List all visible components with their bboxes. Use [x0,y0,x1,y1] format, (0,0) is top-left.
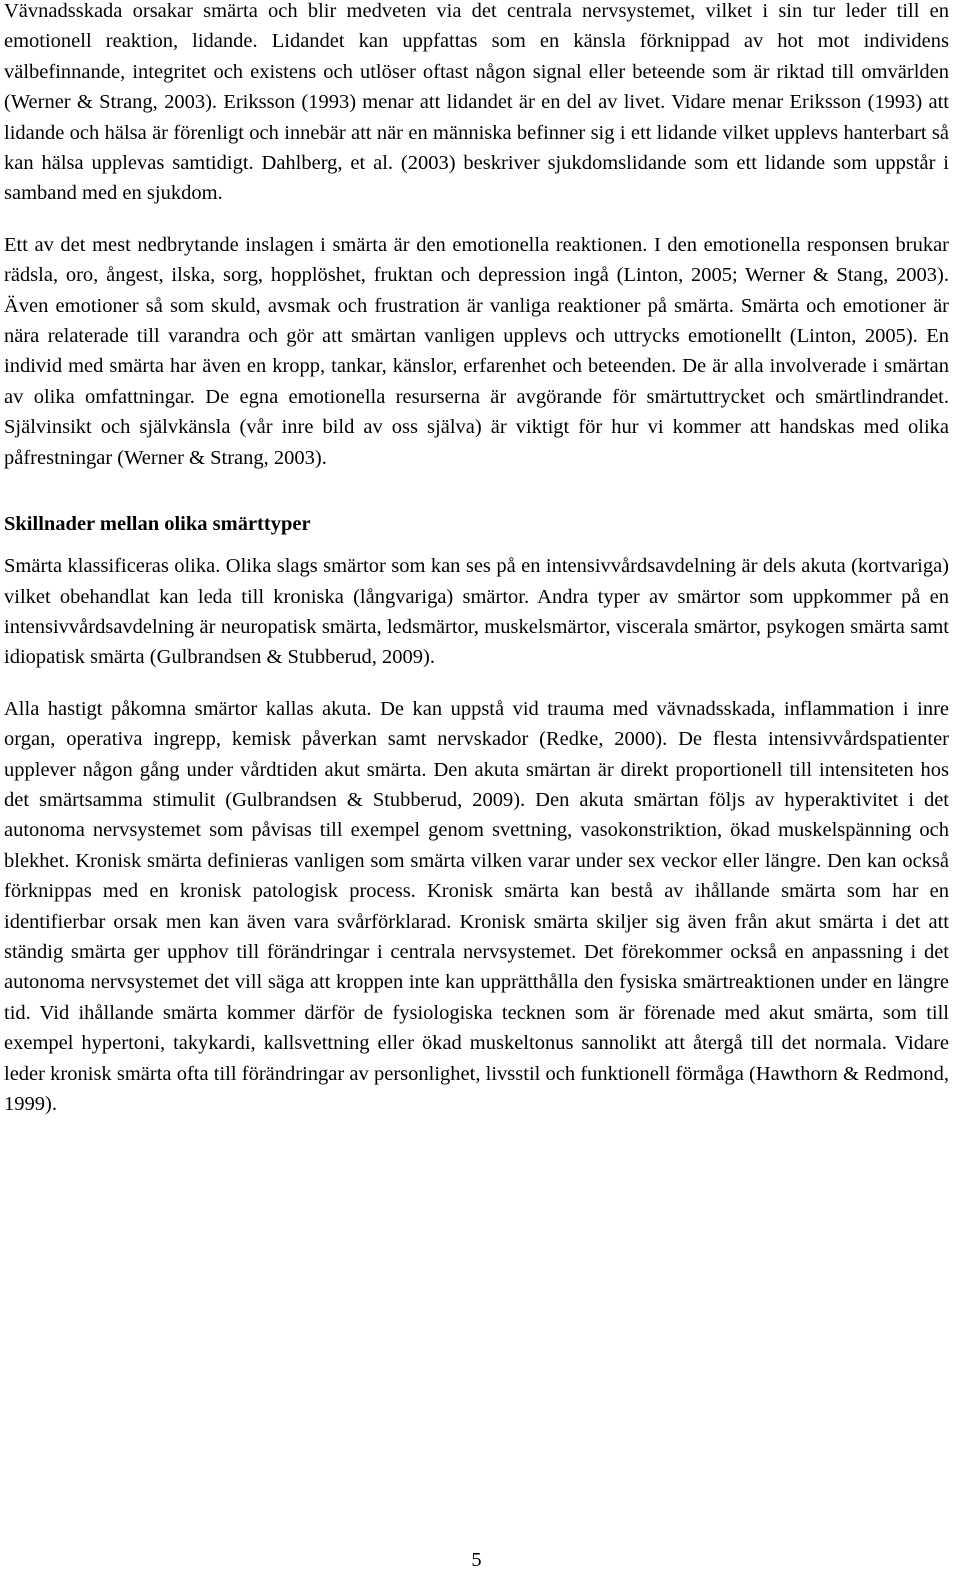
section-heading: Skillnader mellan olika smärttyper [4,513,311,536]
paragraph-suffering: Vävnadsskada orsakar smärta och blir medveten via det centrala nervsystemet, vilket i sin tur leder till en emotionell reaktion, lidande. Lidandet kan uppfattas som en känsla förknippad av hot mot individens välbefinnande, integritet och existens och utlöser oftast någon signal eller beteende som är riktad till omvärlden (Werner & Strang, 2003). Eriksson (1993) menar att lidandet är en del av livet. Vidare menar Eriksson (1993) att lidande och hälsa är förenligt och innebär att när en människa befinner sig i ett lidande vilket upplevs hanterbart så kan hälsa upplevas samtidigt. Dahlberg, et al. (2003) beskriver sjukdomslidande som ett lidande som uppstår i samband med en sjukdom. [4,0,949,205]
paragraph-pain-classification: Smärta klassificeras olika. Olika slags smärtor som kan ses på en intensivvårdsavdelning är dels akuta (kortvariga) vilket obehandlat kan leda till kroniska (långvariga) smärtor. Andra typer av smärtor som uppkommer på en intensivvårdsavdelning är neuropatisk smärta, ledsmärtor, muskelsmärtor, viscerala smärtor, psykogen smärta samt idiopatisk smärta (Gulbrandsen & Stubberud, 2009). [4,555,949,669]
page-number: 5 [471,1549,482,1571]
document-body [4,0,949,1119]
paragraph-emotional-reaction: Ett av det mest nedbrytande inslagen i smärta är den emotionella reaktionen. I den emotionella responsen brukar rädsla, oro, ångest, ilska, sorg, hopplöshet, fruktan och depression ingå (Linton, 2005; Werner & Stang, 2003). Även emotioner så som skuld, avsmak och frustration är vanliga reaktioner på smärta. Smärta och emotioner är nära relaterade till varandra och gör att smärtan vanligen upplevs och uttrycks emotionellt (Linton, 2005). En individ med smärta har även en kropp, tankar, känslor, erfarenhet och beteenden. De är alla involverade i smärtan av olika omfattningar. De egna emotionella resurserna är avgörande för smärtuttrycket och smärtlindrandet. Självinsikt och självkänsla (vår inre bild av oss själva) är viktigt för hur vi kommer att handskas med olika påfrestningar (Werner & Strang, 2003). [4,233,949,469]
paragraph-acute-chronic-pain: Alla hastigt påkomna smärtor kallas akuta. De kan uppstå vid trauma med vävnadsskada, inflammation i inre organ, operativa ingrepp, kemisk påverkan samt nervskador (Redke, 2000). De flesta intensivvårdspatienter upplever någon gång under vårdtiden akut smärta. Den akuta smärtan är direkt proportionell till intensiteten hos det smärtsamma stimulit (Gulbrandsen & Stubberud, 2009). Den akuta smärtan följs av hyperaktivitet i det autonoma nervsystemet som påvisas till exempel genom svettning, vasokonstriktion, ökad muskelspänning och blekhet. Kronisk smärta definieras vanligen som smärta vilken varar under sex veckor eller längre. Den kan också förknippas med en kronisk patologisk process. Kronisk smärta kan bestå av ihållande smärta som har en identifierbar orsak men kan även vara svårförklarad. Kronisk smärta skiljer sig även från akut smärta i det att ständig smärta ger upphov till förändringar i centrala nervsystemet. Det förekommer också en anpassning i det autonoma nervsystemet det vill säga att kroppen inte kan upprätthålla den fysiska smärtreaktionen under en längre tid. Vid ihållande smärta kommer därför de fysiologiska tecknen som är förenade med akut smärta, som till exempel hypertoni, takykardi, kallsvettning eller ökad muskeltonus sannolikt att återgå till det normala. Vidare leder kronisk smärta ofta till förändringar av personlighet, livsstil och funktionell förmåga (Hawthorn & Redmond, 1999). [4,697,949,1115]
